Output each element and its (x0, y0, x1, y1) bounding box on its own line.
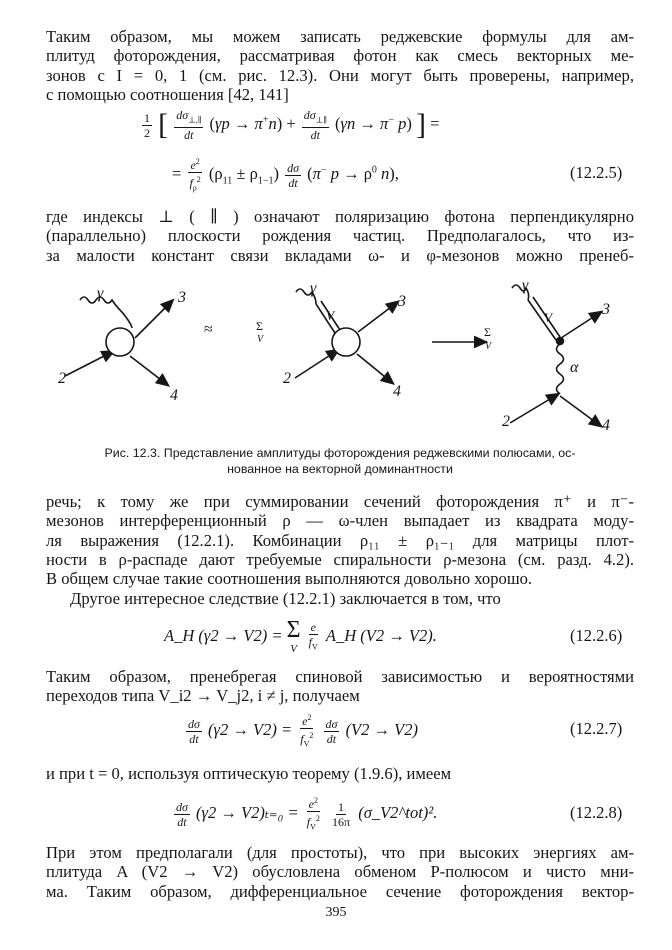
page-number: 395 (325, 905, 347, 920)
equation-12-2-7: $\frac{d\sigma}{dt}$ (γ2 → V2) = $\frac{e^2}{f_V^2}$ $\frac{d\sigma}{dt}$ (V2 → V2) (188, 713, 418, 749)
sum-sign: Σ (256, 319, 263, 333)
text-line: переходов типа V_i2 → V_j2, i ≠ j, получаем (46, 686, 360, 706)
paragraph-7 (46, 843, 634, 901)
blob-diagram-2 (295, 289, 395, 381)
label-3: 3 (398, 293, 406, 310)
text-line: зонов с I = 0, 1 (см. рис. 12.3). Они могут быть проверены, например, (46, 65, 634, 85)
text-line: (параллельно) плоскости рождения частиц. Предполагалось, что из- (46, 226, 634, 246)
reggeon-wavy-line (557, 344, 564, 394)
text-line: и при t = 0, используя оптическую теорему (1.9.6), имеем (46, 764, 452, 783)
blob-diagram-1 (65, 297, 170, 383)
text-line: В общем случае такие соотношения выполняются довольно хорошо. (46, 569, 533, 589)
equation-number: (12.2.6) (570, 626, 623, 645)
label-gamma: γ (310, 280, 317, 297)
particle-3-line (358, 304, 395, 332)
equation-12-2-5-line2: = $\frac{e^2}{f_\rho^2}$ $(\rho_{11} \pm \rho_{1-1})$ $\frac{d\sigma}{dt}$ (π− $p \to \rho^0$ n), (172, 157, 399, 193)
caption-line: Рис. 12.3. Представление амплитуды фоторождения реджевскими полюсами, ос- (104, 446, 576, 460)
label-2: 2 (58, 370, 66, 387)
paragraph-3 (46, 492, 634, 588)
text-line: Таким образом, пренебрегая спиновой зависимостью и вероятностями (46, 667, 634, 686)
sum-subscript: V (257, 334, 264, 345)
paragraph-5 (46, 667, 634, 706)
label-2: 2 (502, 413, 510, 430)
paragraph-6 (46, 764, 634, 783)
sum-subscript: V (290, 643, 297, 655)
text-line: плитуда A (V2 → V2) обусловлена обменом P-полюсом и чисто мни- (46, 862, 634, 882)
particle-3-line (135, 303, 170, 338)
text-line: Другое интересное следствие (12.2.1) заключается в том, что (70, 589, 501, 608)
label-gamma: γ (97, 285, 104, 302)
eq-middle: (γ2 → V2) = (208, 719, 293, 739)
regge-diagram (510, 285, 598, 424)
text-line: речь; к тому же при суммировании сечений фоторождения π⁺ и π⁻- (46, 492, 634, 511)
particle-3-line (558, 314, 598, 340)
text-line: При этом предполагали (для простоты), что при высоких энергиях ам- (46, 843, 634, 862)
caption-line: нованное на векторной доминантности (227, 462, 453, 476)
label-4: 4 (393, 383, 401, 400)
vertex-blob (106, 328, 134, 356)
text-line: плитуд фоторождения, рассматривая фотон как смесь векторных ме- (46, 46, 634, 66)
figure-12-3 (0, 278, 672, 438)
sum-subscript: V (485, 341, 492, 352)
text-line: ма. Таким образом, дифференциальное сечение фоторождения вектор- (46, 881, 634, 901)
equation-number: (12.2.8) (570, 803, 623, 822)
text-line: Таким образом, мы можем записать реджевские формулы для ам- (46, 27, 634, 46)
figure-caption (46, 445, 634, 477)
eq-middle: (γ2 → V2)ₜ₌₀ = (196, 802, 299, 822)
sum-sign: Σ (484, 325, 491, 339)
equation-12-2-8: $\frac{d\sigma}{dt}$ (γ2 → V2)ₜ₌₀ = $\frac{e^2}{f_V^2}$ $\frac{1}{16\pi}$ (σ_V2^tot)². (176, 796, 438, 832)
label-V: V (326, 308, 334, 323)
sum-sign: Σ (286, 617, 301, 643)
particle-2-line (295, 352, 335, 378)
text-line: мезонов интерференционный ρ — ω-член выпадает из квадрата моду- (46, 511, 634, 531)
eq-lhs: A_H (γ2 → V2) = (164, 625, 283, 645)
label-3: 3 (602, 301, 610, 318)
particle-4-line (560, 396, 598, 424)
text-line: ля выражения (12.2.1). Комбинации ρ₁₁ ± ρ₁₋₁ для матрицы плот- (46, 530, 634, 550)
paragraph-2 (46, 207, 634, 265)
label-V: V (544, 310, 552, 325)
label-3: 3 (178, 289, 186, 306)
approx-sign: ≈ (204, 321, 213, 338)
paragraph-4 (70, 589, 634, 608)
eq-rhs: A_H (V2 → V2). (325, 625, 437, 645)
equation-text (0, 0, 1, 1)
particle-2-line (65, 353, 110, 376)
paragraph-1 (46, 27, 634, 104)
text-line: ности в ρ-распаде дают требуемые спиральности ρ-мезона (см. разд. 4.2). (46, 549, 634, 569)
text-line: за малости констант связи вкладами ω- и φ-мезонов можно пренеб- (46, 245, 634, 265)
label-4: 4 (170, 387, 178, 404)
label-4: 4 (602, 417, 610, 434)
eq-rhs: (V2 → V2) (345, 719, 418, 739)
label-gamma: γ (522, 278, 529, 294)
particle-4-line (357, 354, 390, 381)
vertex-dot (557, 338, 564, 345)
equation-number: (12.2.7) (570, 719, 623, 738)
equation-12-2-5-line1: $\frac{1}{2}$ [ $\frac{d\sigma_{\perp,\parallel}}{dt}$ (γp → π+n) + $\frac{d\sigma_{\perp\parallel}}{dt}$ (γn → π− p) ] = (144, 108, 440, 143)
particle-2-line (510, 396, 555, 423)
particle-4-line (130, 356, 165, 383)
equation-12-2-6: A_H (γ2 → V2) = Σ V $\frac{e}{f_V}$ A_H (V2 → V2). (164, 617, 437, 655)
text-line: где индексы ⊥ ( ∥ ) означают поляризацию фотона перпендикулярно (46, 207, 634, 226)
equation-number: (12.2.5) (570, 163, 623, 182)
vertex-blob (332, 328, 360, 356)
photon-wavy-line (80, 297, 132, 328)
label-2: 2 (283, 370, 291, 387)
label-alpha: α (570, 359, 579, 376)
text-line: с помощью соотношения [42, 141] (46, 84, 289, 104)
eq-rhs: (σ_V2^tot)². (358, 802, 438, 822)
